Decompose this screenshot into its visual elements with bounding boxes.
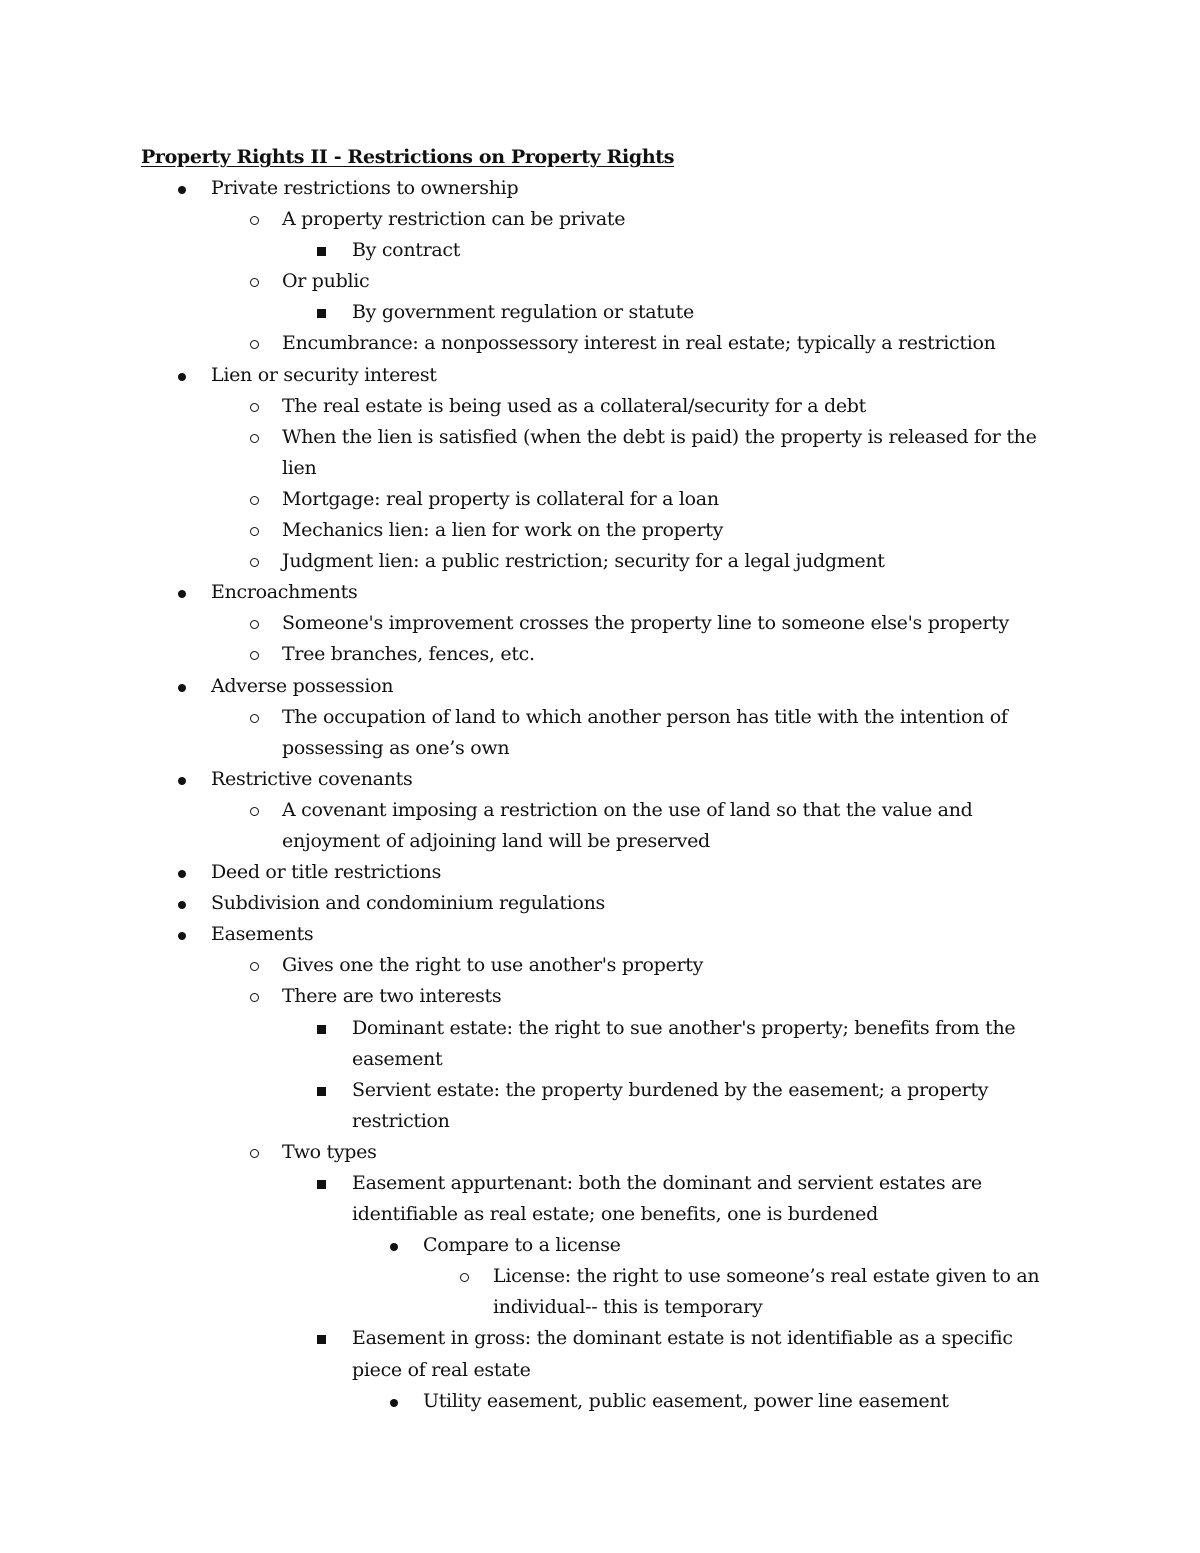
list-item-text: A property restriction can be private [282,208,626,231]
list-item [0,950,1040,981]
list-item [0,671,1040,702]
list-item-text: Or public [282,270,370,293]
list-item [0,1075,1040,1137]
disc-bullet-icon [178,857,186,888]
list-item [0,1323,1040,1385]
list-item-text: Subdivision and condominium regulations [211,892,605,915]
list-item-text: There are two interests [282,985,502,1008]
disc-bullet-icon [178,888,186,919]
disc-bullet-icon [178,577,186,608]
list-item-text: Easement in gross: the dominant estate is not identifiable as a specific piece of real estate [352,1327,1013,1381]
square-bullet-icon [317,1013,326,1044]
disc-bullet-icon [390,1386,398,1417]
list-item-text: Mechanics lien: a lien for work on the property [282,519,724,542]
list-item-text: Encroachments [211,581,358,604]
list-item [0,795,1040,857]
list-item [0,577,1040,608]
list-item-text: Someone's improvement crosses the property line to someone else's property [282,612,1009,635]
list-item [0,608,1040,639]
circle-bullet-icon [250,484,259,515]
list-item [0,1013,1040,1075]
list-item [0,919,1040,950]
circle-bullet-icon [250,204,259,235]
square-bullet-icon [317,235,326,266]
list-item-text: License: the right to use someone’s real estate given to an individual-- this is temporary [493,1265,1040,1319]
list-item [0,857,1040,888]
list-item-text: By government regulation or statute [352,301,694,324]
list-item-text: Lien or security interest [211,363,437,386]
list-item [0,515,1040,546]
circle-bullet-icon [250,981,259,1012]
list-item-text: A covenant imposing a restriction on the use of land so that the value and enjoyment of adjoining land will be preserved [282,798,973,852]
list-item [0,1168,1040,1230]
list-item [0,297,1040,328]
disc-bullet-icon [178,360,186,391]
list-item [0,173,1040,204]
circle-bullet-icon [250,1137,259,1168]
square-bullet-icon [317,1075,326,1106]
list-item-text: Private restrictions to ownership [211,177,519,199]
list-item-text: Easements [211,923,314,946]
list-item-text: When the lien is satisfied (when the debt is paid) the property is released for the lien [282,425,1037,479]
circle-bullet-icon [250,422,259,453]
circle-bullet-icon [250,391,259,422]
list-item [0,235,1040,266]
list-item-text: Restrictive covenants [211,767,413,790]
list-item [0,1137,1040,1168]
disc-bullet-icon [178,173,186,204]
list-item-text: By contract [352,239,461,262]
list-item-text: Easement appurtenant: both the dominant and servient estates are identifiable as real estate; one benefits, one is burdened [352,1172,982,1226]
list-item [0,702,1040,764]
disc-bullet-icon [178,919,186,950]
list-item [0,391,1040,422]
list-item [0,639,1040,670]
list-item-text: Judgment lien: a public restriction; security for a legal judgment [282,550,885,573]
list-item-text: Gives one the right to use another's property [282,954,704,977]
circle-bullet-icon [250,266,259,297]
circle-bullet-icon [250,515,259,546]
list-item-text: Adverse possession [211,674,394,697]
list-item-text: Dominant estate: the right to sue another's property; benefits from the easement [352,1016,1016,1070]
list-item-text: Compare to a license [423,1234,621,1257]
list-item [0,484,1040,515]
disc-bullet-icon [178,671,186,702]
list-item [0,266,1040,297]
disc-bullet-icon [390,1230,398,1261]
square-bullet-icon [317,297,326,328]
list-item [0,1261,1040,1323]
list-item [0,981,1040,1012]
list-item [0,1386,1040,1417]
circle-bullet-icon [250,950,259,981]
list-item-text: Deed or title restrictions [211,861,442,884]
list-item [0,764,1040,795]
list-item [0,1230,1040,1261]
list-item [0,422,1040,484]
outline-list [0,173,1200,1417]
circle-bullet-icon [460,1261,469,1292]
list-item-text: Mortgage: real property is collateral for a loan [282,487,719,510]
list-item-text: Tree branches, fences, etc. [282,643,535,666]
disc-bullet-icon [178,764,186,795]
list-item-text: Encumbrance: a nonpossessory interest in real estate; typically a restriction [282,332,996,355]
circle-bullet-icon [250,546,259,577]
list-item-text: Utility easement, public easement, power line easement [423,1389,949,1412]
list-item-text: The real estate is being used as a collateral/security for a debt [282,394,866,417]
list-item [0,888,1040,919]
list-item [0,546,1040,577]
circle-bullet-icon [250,702,259,733]
list-item [0,328,1040,359]
circle-bullet-icon [250,328,259,359]
list-item-text: The occupation of land to which another person has title with the intention of possessing as one’s own [282,705,1008,759]
list-item [0,360,1040,391]
list-item [0,204,1040,235]
square-bullet-icon [317,1323,326,1354]
list-item-text: Servient estate: the property burdened by the easement; a property restriction [352,1078,989,1132]
document-title: Property Rights II - Restrictions on Property Rights [141,146,675,168]
square-bullet-icon [317,1168,326,1199]
circle-bullet-icon [250,608,259,639]
circle-bullet-icon [250,795,259,826]
circle-bullet-icon [250,639,259,670]
list-item-text: Two types [282,1140,377,1163]
